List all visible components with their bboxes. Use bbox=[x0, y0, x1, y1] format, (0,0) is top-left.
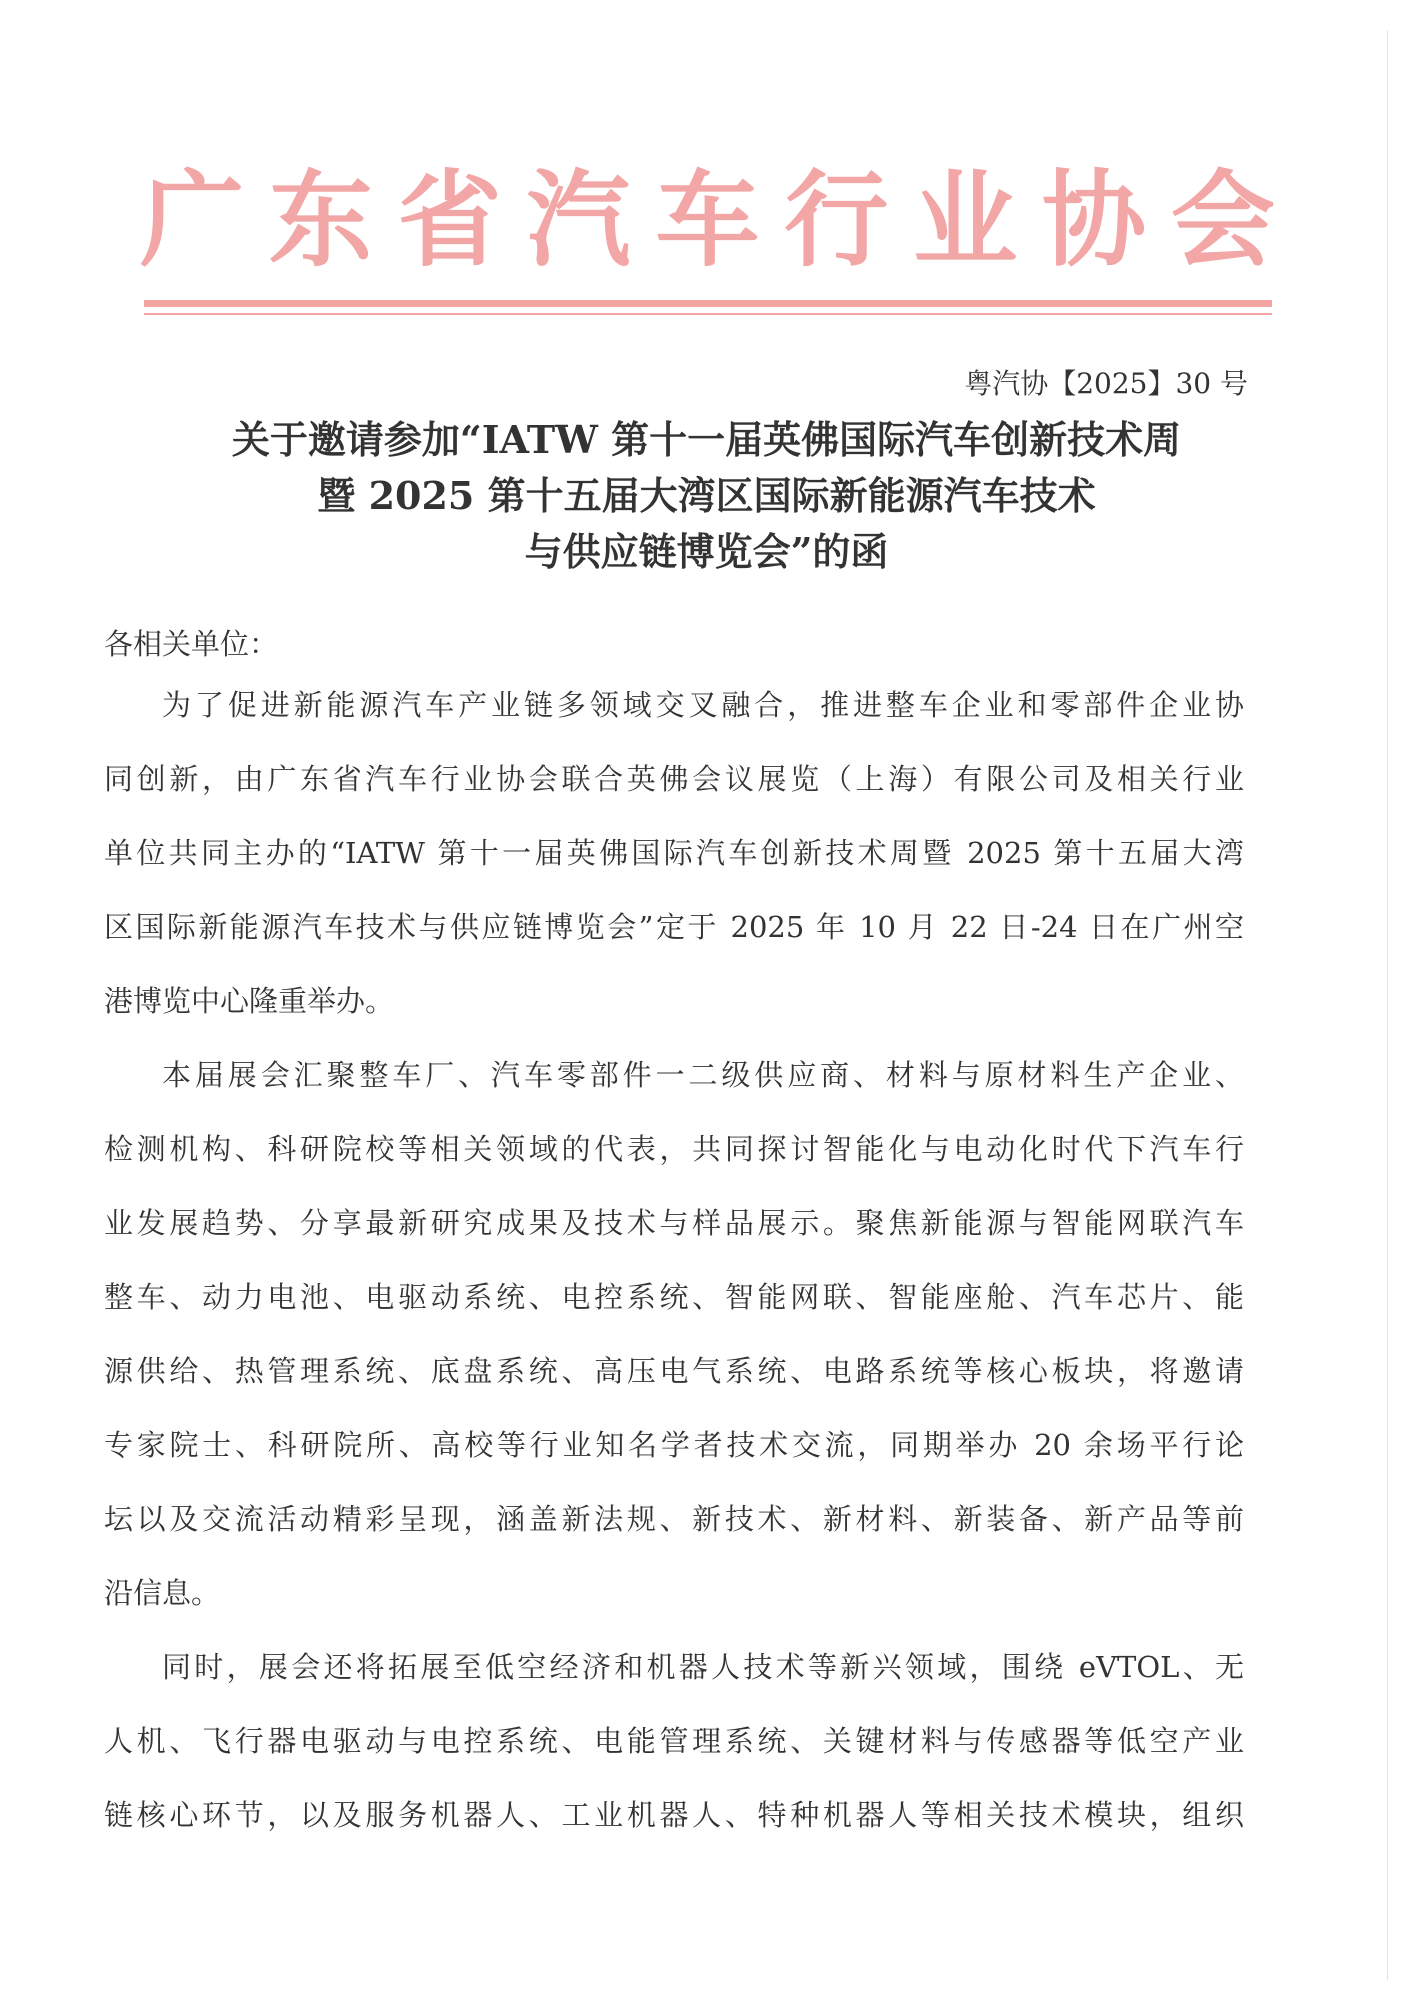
body-line: 链核心环节，以及服务机器人、工业机器人、特种机器人等相关技术模块，组织 bbox=[104, 1798, 1244, 1832]
page-edge-line bbox=[1387, 30, 1388, 1980]
letterhead-char: 省 bbox=[397, 158, 502, 281]
salutation: 各相关单位： bbox=[104, 627, 279, 661]
document-number: 粤汽协【2025】30 号 bbox=[964, 367, 1248, 400]
body-line: 同时，展会还将拓展至低空经济和机器人技术等新兴领域，围绕 eVTOL、无 bbox=[162, 1650, 1244, 1684]
body-line: 业发展趋势、分享最新研究成果及技术与样品展示。聚焦新能源与智能网联汽车 bbox=[104, 1206, 1244, 1240]
body-line: 区国际新能源汽车技术与供应链博览会”定于 2025 年 10 月 22 日-24 日在广州空 bbox=[104, 910, 1244, 944]
letterhead-rule-thin bbox=[144, 313, 1272, 315]
body-line: 专家院士、科研院所、高校等行业知名学者技术交流，同期举办 20 余场平行论 bbox=[104, 1428, 1244, 1462]
body-line: 检测机构、科研院校等相关领域的代表，共同探讨智能化与电动化时代下汽车行 bbox=[104, 1132, 1244, 1166]
letterhead-rule-thick bbox=[144, 300, 1272, 307]
letterhead-organization-name bbox=[140, 150, 1275, 290]
document-title bbox=[140, 412, 1273, 580]
body-line: 沿信息。 bbox=[104, 1576, 221, 1610]
title-line-1: 关于邀请参加“IATW 第十一届英佛国际汽车创新技术周 bbox=[231, 417, 1182, 462]
letterhead-char: 车 bbox=[655, 158, 760, 281]
body-line: 本届展会汇聚整车厂、汽车零部件一二级供应商、材料与原材料生产企业、 bbox=[162, 1058, 1244, 1092]
body-line: 单位共同主办的“IATW 第十一届英佛国际汽车创新技术周暨 2025 第十五届大湾 bbox=[104, 836, 1244, 870]
body-line: 同创新，由广东省汽车行业协会联合英佛会议展览（上海）有限公司及相关行业 bbox=[104, 762, 1244, 796]
document-body bbox=[104, 680, 1244, 1864]
body-line: 人机、飞行器电驱动与电控系统、电能管理系统、关键材料与传感器等低空产业 bbox=[104, 1724, 1244, 1758]
body-line: 为了促进新能源汽车产业链多领域交叉融合，推进整车企业和零部件企业协 bbox=[162, 688, 1244, 722]
title-line-3: 与供应链博览会”的函 bbox=[524, 529, 889, 574]
body-line: 整车、动力电池、电驱动系统、电控系统、智能网联、智能座舱、汽车芯片、能 bbox=[104, 1280, 1244, 1314]
letterhead-char: 会 bbox=[1170, 158, 1275, 281]
letterhead-char: 行 bbox=[784, 158, 889, 281]
title-line-2: 暨 2025 第十五届大湾区国际新能源汽车技术 bbox=[317, 473, 1096, 518]
body-line: 源供给、热管理系统、底盘系统、高压电气系统、电路系统等核心板块，将邀请 bbox=[104, 1354, 1244, 1388]
body-line: 坛以及交流活动精彩呈现，涵盖新法规、新技术、新材料、新装备、新产品等前 bbox=[104, 1502, 1244, 1536]
letterhead-char: 业 bbox=[913, 158, 1018, 281]
letterhead-char: 协 bbox=[1042, 158, 1147, 281]
letterhead-char: 汽 bbox=[526, 158, 631, 281]
letterhead-char: 广 bbox=[140, 158, 245, 281]
body-line: 港博览中心隆重举办。 bbox=[104, 984, 395, 1018]
letterhead-char: 东 bbox=[268, 158, 373, 281]
